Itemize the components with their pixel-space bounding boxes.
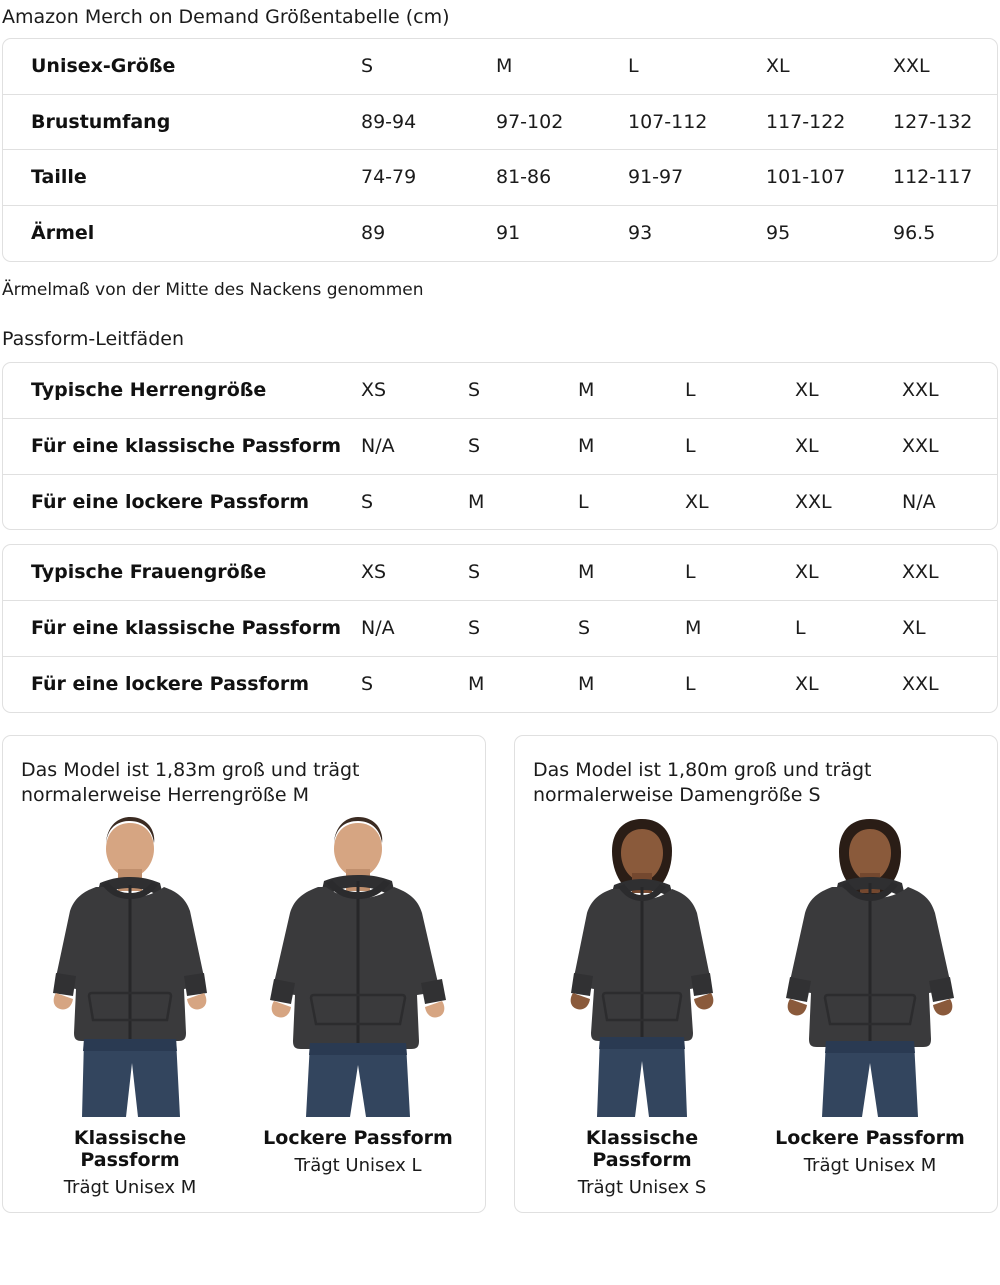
cell: M: [468, 474, 578, 529]
cell: 81-86: [496, 150, 628, 206]
cell: S: [468, 561, 481, 584]
model-card-female: [514, 735, 998, 1213]
cell: XXL: [902, 656, 997, 711]
size-chart-table: [3, 39, 997, 261]
cell: M: [468, 656, 578, 711]
cell: M: [685, 601, 795, 657]
cell: S: [361, 656, 468, 711]
cell: L: [685, 561, 696, 584]
cell: 95: [766, 206, 893, 261]
male-model-classic-fit-illustration: [21, 817, 239, 1117]
row-label: Für eine lockere Passform: [3, 474, 361, 529]
row-label: Brustumfang: [3, 94, 361, 150]
cell: S: [578, 601, 685, 657]
table-row: [3, 150, 997, 206]
table-row: [3, 94, 997, 150]
cell: 91-97: [628, 150, 766, 206]
cell: N/A: [361, 601, 468, 657]
cell: L: [685, 418, 795, 474]
cell: XL: [795, 378, 819, 401]
female-model-relaxed-fit-illustration: [761, 817, 979, 1117]
cell: XL: [685, 474, 795, 529]
fit-name: Lockere Passform: [775, 1127, 965, 1149]
cell: 112-117: [893, 150, 997, 206]
fit-wears: Trägt Unisex S: [577, 1177, 707, 1198]
table-row: [3, 601, 997, 657]
cell: 91: [496, 206, 628, 261]
table-row: [3, 39, 997, 94]
mens-fit-table: [3, 363, 997, 529]
cell: L: [628, 54, 639, 77]
table-row: [3, 418, 997, 474]
cell: XXL: [893, 54, 930, 77]
row-label: Ärmel: [3, 206, 361, 261]
cell: L: [685, 656, 795, 711]
cell: N/A: [902, 474, 997, 529]
cell: XL: [795, 656, 902, 711]
cell: 89-94: [361, 94, 496, 150]
row-label: Für eine klassische Passform: [3, 418, 361, 474]
cell: M: [578, 561, 595, 584]
mens-fit-card: [2, 362, 998, 530]
row-label: Für eine klassische Passform: [3, 601, 361, 657]
cell: S: [468, 601, 578, 657]
cell: S: [361, 54, 374, 77]
cell: L: [578, 474, 685, 529]
model-caption: Das Model ist 1,83m groß und trägt normalerweise Herrengröße M: [21, 758, 360, 807]
cell: 107-112: [628, 94, 766, 150]
model-figure-relaxed: [249, 817, 467, 1198]
cell: 127-132: [893, 94, 997, 150]
sleeve-measurement-note: Ärmelmaß von der Mitte des Nackens genommen: [2, 279, 424, 300]
cell: 117-122: [766, 94, 893, 150]
cell: XXL: [902, 418, 997, 474]
cell: L: [795, 601, 902, 657]
row-label: Unisex-Größe: [31, 54, 176, 77]
cell: 89: [361, 206, 496, 261]
cell: S: [468, 418, 578, 474]
fit-name: Lockere Passform: [263, 1127, 453, 1149]
cell: XXL: [902, 378, 939, 401]
cell: XS: [361, 378, 387, 401]
cell: M: [578, 378, 595, 401]
model-figure-classic: [21, 817, 239, 1198]
cell: M: [496, 54, 513, 77]
table-row: [3, 474, 997, 529]
cell: 101-107: [766, 150, 893, 206]
cell: S: [361, 474, 468, 529]
cell: XL: [795, 418, 902, 474]
model-cards: [0, 735, 1000, 1213]
cell: XL: [766, 54, 790, 77]
fit-wears: Trägt Unisex M: [63, 1177, 197, 1198]
cell: 74-79: [361, 150, 496, 206]
table-row: [3, 206, 997, 261]
table-row: [3, 545, 997, 600]
cell: 93: [628, 206, 766, 261]
table-row: [3, 656, 997, 711]
womens-fit-card: [2, 544, 998, 712]
cell: M: [578, 656, 685, 711]
fit-guides-label: Passform-Leitfäden: [2, 327, 184, 350]
male-model-relaxed-fit-illustration: [249, 817, 467, 1117]
row-label: Typische Frauengröße: [31, 561, 267, 584]
model-caption: Das Model ist 1,80m groß und trägt normalerweise Damengröße S: [533, 758, 872, 807]
cell: XXL: [795, 474, 902, 529]
cell: XL: [902, 601, 997, 657]
page-title: Amazon Merch on Demand Größentabelle (cm): [2, 6, 450, 28]
fit-wears: Trägt Unisex L: [294, 1155, 422, 1176]
row-label: Für eine lockere Passform: [3, 656, 361, 711]
fit-wears: Trägt Unisex M: [803, 1155, 937, 1176]
cell: S: [468, 378, 481, 401]
womens-fit-table: [3, 545, 997, 711]
cell: XXL: [902, 561, 939, 584]
cell: XS: [361, 561, 387, 584]
cell: 97-102: [496, 94, 628, 150]
fit-name: Klassische Passform: [73, 1127, 187, 1171]
model-card-male: [2, 735, 486, 1213]
row-label: Taille: [3, 150, 361, 206]
row-label: Typische Herrengröße: [31, 378, 267, 401]
model-figure-relaxed: [761, 817, 979, 1198]
cell: XL: [795, 561, 819, 584]
cell: M: [578, 418, 685, 474]
size-chart-card: [2, 38, 998, 262]
model-figure-classic: [533, 817, 751, 1198]
fit-name: Klassische Passform: [585, 1127, 699, 1171]
cell: 96.5: [893, 206, 997, 261]
table-row: [3, 363, 997, 418]
cell: N/A: [361, 418, 468, 474]
cell: L: [685, 378, 696, 401]
female-model-classic-fit-illustration: [533, 817, 751, 1117]
